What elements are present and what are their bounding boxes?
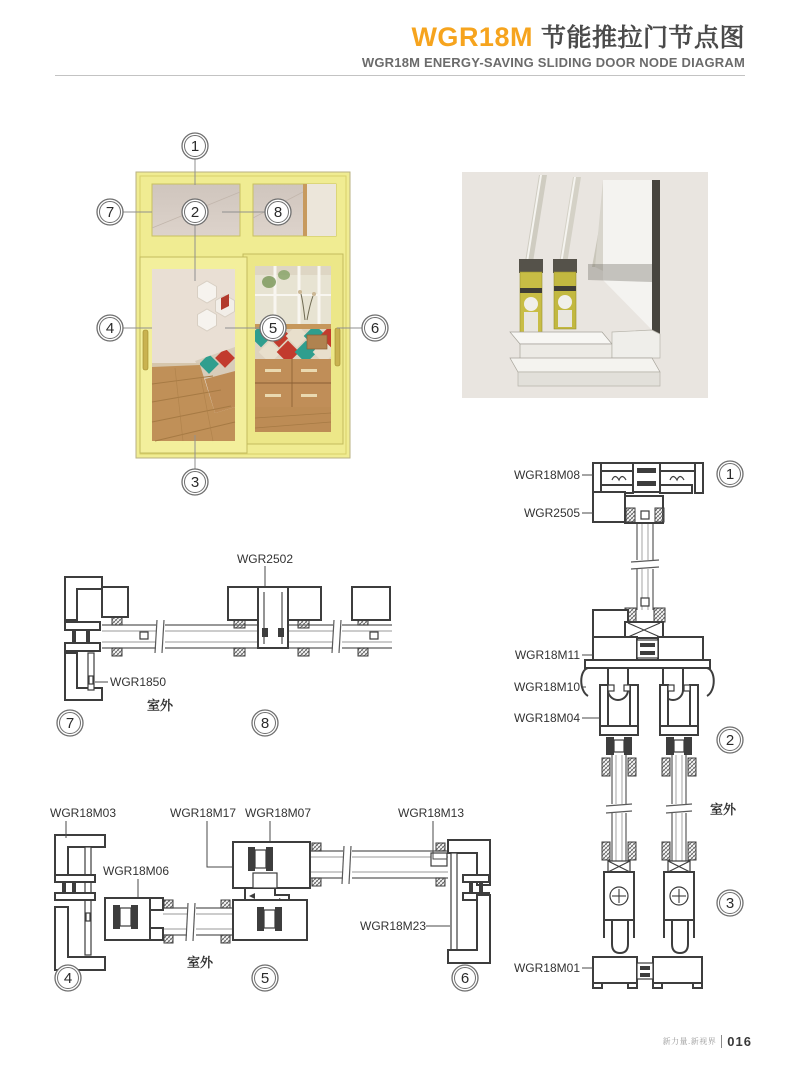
- label-m17: WGR18M17: [170, 806, 237, 820]
- callout-2-number: 2: [190, 204, 200, 221]
- title-model: WGR18M: [411, 22, 533, 52]
- section-transom-drawing: [40, 540, 400, 740]
- header-rule: [55, 75, 745, 76]
- label-outdoor-vertical: 室外: [709, 802, 737, 817]
- label-m07: WGR18M07: [245, 806, 312, 820]
- left-door-handle: [143, 330, 148, 370]
- section-circle-6-number: 6: [460, 970, 470, 987]
- track-beam-profile: [593, 637, 703, 660]
- callout-1: [182, 133, 208, 159]
- door-overview-illustration: [55, 130, 400, 510]
- label-wgr2505: WGR2505: [523, 506, 580, 520]
- sash-profile-right: [660, 685, 698, 953]
- section-circle-3-number: 3: [725, 895, 735, 912]
- label-outdoor-doors: 室外: [186, 955, 214, 970]
- label-m08: WGR18M08: [513, 468, 580, 482]
- callout-7-number: 7: [105, 204, 115, 221]
- label-wgr1850: WGR1850: [110, 675, 167, 689]
- section-circle-7-number: 7: [65, 715, 75, 732]
- callout-1-number: 1: [190, 138, 200, 155]
- callout-3: [182, 469, 208, 495]
- page-subtitle: WGR18M ENERGY-SAVING SLIDING DOOR NODE DIAGRAM: [361, 55, 745, 70]
- section-circle-5-number: 5: [260, 970, 270, 987]
- section-circle-3: [717, 890, 743, 916]
- label-m10: WGR18M10: [513, 680, 580, 694]
- label-m01: WGR18M01: [513, 961, 580, 975]
- jamb-profile-left: [55, 835, 105, 970]
- callout-3-number: 3: [190, 474, 200, 491]
- bottom-track-profile: [593, 957, 702, 988]
- section-circle-2: [717, 727, 743, 753]
- gasket-seals: [112, 617, 368, 656]
- callout-5-number: 5: [268, 320, 278, 337]
- label-m11: WGR18M11: [514, 648, 580, 662]
- track-profiles: [510, 330, 660, 386]
- section-circle-1: [717, 461, 743, 487]
- glazing: [102, 620, 392, 653]
- footer-slogan: 新力量.新视界: [662, 1037, 717, 1046]
- label-m23: WGR18M23: [360, 919, 427, 933]
- sash-profile-m06: [105, 898, 163, 940]
- callout-6-number: 6: [370, 320, 380, 337]
- section-circle-5: [252, 965, 278, 991]
- section-doors-drawing: [35, 795, 495, 1005]
- footer-page-number: 016: [727, 1034, 752, 1049]
- glazing-transom: [631, 520, 659, 610]
- callout-4: [97, 315, 123, 341]
- transom-bottom-joint: [593, 598, 665, 638]
- section-circle-8-number: 8: [260, 715, 270, 732]
- profile-3d-render: [462, 172, 708, 398]
- right-door-panel: [243, 254, 343, 444]
- head-frame-profile: [593, 463, 703, 493]
- section-circle-6: [452, 965, 478, 991]
- section-vertical-drawing: [500, 450, 770, 1005]
- left-door-panel: [140, 257, 247, 453]
- callout-8: [265, 199, 291, 225]
- section-circle-8: [252, 710, 278, 736]
- section-circle-1-number: 1: [725, 466, 735, 483]
- mullion-profile: [228, 587, 321, 648]
- section-circle-4-number: 4: [63, 970, 73, 987]
- section-circle-7: [57, 710, 83, 736]
- interlock-profiles: [233, 842, 310, 940]
- callout-4-number: 4: [105, 320, 115, 337]
- label-m06: WGR18M06: [103, 864, 170, 878]
- callout-2: [182, 199, 208, 225]
- footer-divider: [721, 1035, 722, 1048]
- callout-7: [97, 199, 123, 225]
- section-circle-2-number: 2: [725, 732, 735, 749]
- title-chinese: 节能推拉门节点图: [540, 24, 745, 52]
- callout-5: [260, 315, 286, 341]
- jamb-profile-right: [431, 840, 490, 963]
- label-wgr2502: WGR2502: [236, 552, 294, 566]
- section-circle-4: [55, 965, 81, 991]
- receptor-box-right: [352, 587, 390, 620]
- callout-6: [362, 315, 388, 341]
- label-m13: WGR18M13: [398, 806, 465, 820]
- transom-adapter-profile: [593, 492, 664, 523]
- right-door-handle: [335, 328, 340, 366]
- glazing-upper: [310, 846, 448, 884]
- page-footer: [663, 1034, 752, 1049]
- callout-8-number: 8: [273, 204, 283, 221]
- page-title: [362, 22, 745, 53]
- label-m04: WGR18M04: [513, 711, 580, 725]
- page-header: [362, 22, 745, 70]
- label-m03: WGR18M03: [50, 806, 117, 820]
- sash-profile-left: [600, 685, 638, 953]
- label-outdoor-transom: 室外: [146, 698, 174, 713]
